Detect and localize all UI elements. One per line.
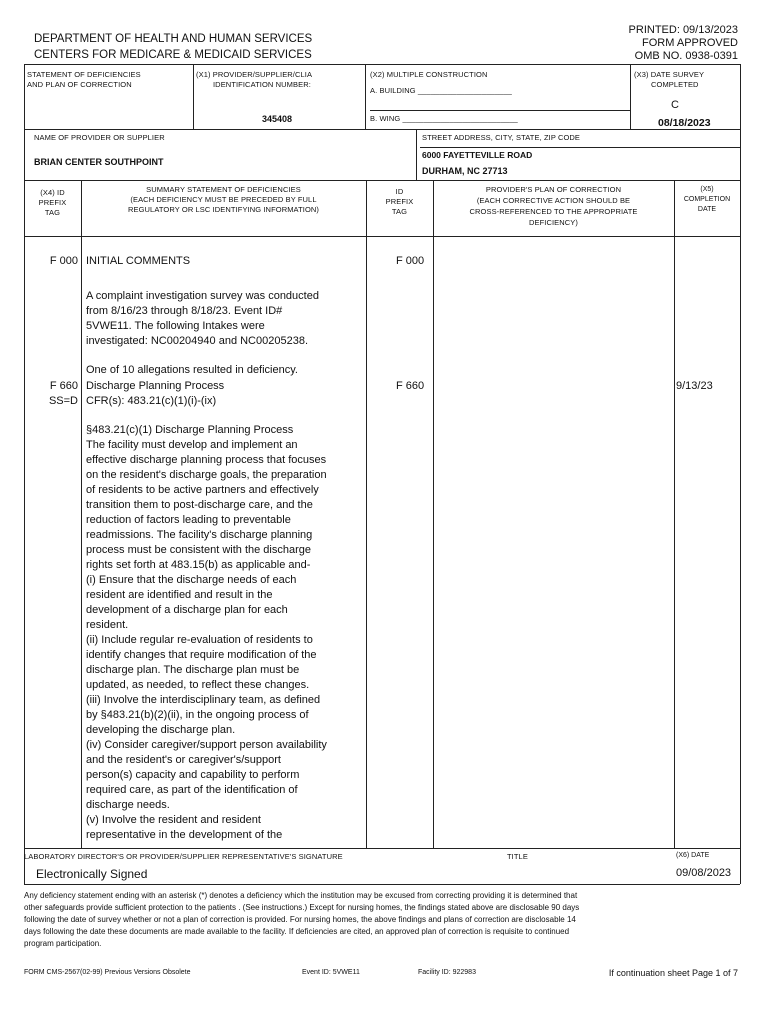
body-line: readmissions. The facility's discharge planning — [86, 529, 313, 541]
body-line: The facility must develop and implement an — [86, 439, 298, 451]
id-header-2: PREFIX — [385, 197, 414, 206]
printed-date: PRINTED: 09/13/2023 — [628, 24, 738, 36]
body-line: 5VWE11. The following Intakes were — [86, 320, 265, 332]
signature-date: 09/08/2023 — [676, 867, 732, 879]
body-line: reduction of factors leading to preventable — [86, 514, 291, 526]
body-line: (iii) Involve the interdisciplinary team, as defined — [86, 694, 321, 706]
divider-plan — [674, 180, 675, 848]
x5-header-2: COMPLETION — [683, 196, 731, 203]
body-line: on the resident's discharge goals, the preparation — [86, 469, 327, 481]
disclaimer-line: other safeguards provide sufficient protection to the patients . (See instructions.) Except for nursing homes, the findings stated above are disclosable 90 days — [24, 903, 580, 912]
body-line: process must be consistent with the discharge — [86, 544, 312, 556]
body-line: discharge needs. — [86, 799, 170, 811]
body-line: of residents to be active partners and effectively — [86, 484, 319, 496]
completion-date: 9/13/23 — [676, 380, 713, 392]
id-header-3: TAG — [391, 207, 408, 216]
page-indicator: If continuation sheet Page 1 of 7 — [608, 968, 738, 978]
rule-top — [24, 64, 740, 65]
body-line: updated, as needed, to reflect these changes. — [86, 679, 310, 691]
survey-date: 08/18/2023 — [658, 117, 711, 129]
disclaimer-line: program participation. — [24, 939, 102, 948]
body-line: (iv) Consider caregiver/support person availability — [86, 739, 327, 751]
statement-label: STATEMENT OF DEFICIENCIES — [27, 70, 141, 79]
provider-name-label: NAME OF PROVIDER OR SUPPLIER — [34, 133, 165, 142]
address-label: STREET ADDRESS, CITY, STATE, ZIP CODE — [422, 133, 581, 142]
plan-header-4: DEFICIENCY) — [528, 218, 579, 227]
body-line: (ii) Include regular re-evaluation of residents to — [86, 634, 313, 646]
street-address: 6000 FAYETTEVILLE ROAD — [422, 150, 533, 160]
rule-street — [420, 147, 740, 148]
x3-label-2: COMPLETED — [651, 80, 699, 89]
rule-provider-bottom — [24, 180, 740, 181]
signature-date-label: (X6) DATE — [676, 852, 710, 859]
building-field: A. BUILDING ______________________ — [370, 86, 512, 95]
body-line: (i) Ensure that the discharge needs of each — [86, 574, 297, 586]
border-left-top — [24, 64, 25, 180]
provider-id-number: 345408 — [262, 114, 293, 124]
tag-f660-right: F 660 — [396, 380, 425, 392]
border-right-sig — [740, 848, 741, 884]
summary-header-1: SUMMARY STATEMENT OF DEFICIENCIES — [146, 185, 301, 194]
survey-code: C — [671, 99, 679, 111]
form-approved: FORM APPROVED — [642, 37, 738, 49]
agency-title: CENTERS FOR MEDICARE & MEDICAID SERVICES — [34, 49, 312, 61]
provider-name: BRIAN CENTER SOUTHPOINT — [34, 157, 164, 167]
body-line: CFR(s): 483.21(c)(1)(i)-(ix) — [86, 395, 217, 407]
body-line: and the resident's or caregiver's/support — [86, 754, 281, 766]
title-label: TITLE — [507, 852, 528, 861]
disclaimer-line: following the date of survey whether or not a plan of correction is provided. For nursing homes, the above findings and plans of correction are disclosable 14 — [24, 915, 576, 924]
body-line: development of a discharge plan for each — [86, 604, 288, 616]
body-line: One of 10 allegations resulted in deficiency. — [86, 364, 298, 376]
x5-header-3: DATE — [697, 206, 717, 213]
tag-f000-right: F 000 — [396, 255, 425, 267]
signature-label: LABORATORY DIRECTOR'S OR PROVIDER/SUPPLIER REPRESENTATIVE'S SIGNATURE — [24, 852, 343, 861]
plan-header-3: CROSS-REFERENCED TO THE APPROPRIATE — [469, 207, 638, 216]
disclaimer-line: Any deficiency statement ending with an asterisk (*) denotes a deficiency which the institution may be excused from correcting providing it is determined that — [24, 891, 578, 900]
body-line: from 8/16/23 through 8/18/23. Event ID# — [86, 305, 283, 317]
x1-label-2: IDENTIFICATION NUMBER: — [213, 80, 311, 89]
body-line: developing the discharge plan. — [86, 724, 236, 736]
divider-address — [416, 129, 417, 180]
divider-x3 — [630, 64, 631, 129]
body-line: §483.21(c)(1) Discharge Planning Process — [86, 424, 294, 436]
x1-label: (X1) PROVIDER/SUPPLIER/CLIA — [196, 70, 313, 79]
body-line: INITIAL COMMENTS — [86, 255, 191, 267]
x2-label: (X2) MULTIPLE CONSTRUCTION — [370, 70, 488, 79]
disclaimer-line: days following the date these documents are made available to the facility. If deficiencies are cited, an approved plan of correction is requisite to continued — [24, 927, 570, 936]
divider-x2 — [365, 64, 366, 129]
divider-x1 — [193, 64, 194, 129]
rule-signature-bottom — [24, 884, 740, 885]
body-line: required care, as part of the identification of — [86, 784, 298, 796]
body-line: investigated: NC00204940 and NC00205238. — [86, 335, 308, 347]
body-line: resident are identified and result in the — [86, 589, 273, 601]
body-line: discharge plan. The discharge plan must be — [86, 664, 300, 676]
id-header-1: ID — [395, 187, 404, 196]
signature-value: Electronically Signed — [36, 867, 148, 881]
body-line: A complaint investigation survey was conducted — [86, 290, 319, 302]
department-title: DEPARTMENT OF HEALTH AND HUMAN SERVICES — [34, 33, 313, 45]
border-left-body — [24, 180, 25, 848]
tag-f000: F 000 — [49, 255, 78, 267]
form-number: FORM CMS-2567(02-99) Previous Versions Obsolete — [24, 969, 191, 976]
x5-header-1: (X5) — [700, 186, 714, 193]
body-line: person(s) capacity and capability to perform — [86, 769, 300, 781]
rule-building — [370, 110, 630, 111]
city-state-zip: DURHAM, NC 27713 — [422, 166, 508, 176]
facility-id: Facility ID: 922983 — [418, 969, 476, 976]
body-line: Discharge Planning Process — [86, 380, 225, 392]
summary-header-3: REGULATORY OR LSC IDENTIFYING INFORMATION) — [127, 205, 320, 214]
summary-header-2: (EACH DEFICIENCY MUST BE PRECEDED BY FULL — [130, 195, 317, 204]
body-line: effective discharge planning process that focuses — [86, 454, 327, 466]
tag-f660: F 660 — [49, 380, 78, 392]
border-right-top — [740, 64, 741, 180]
divider-prefix-right — [433, 180, 434, 848]
x4-header-2: PREFIX — [38, 198, 67, 207]
severity-scope: SS=D — [48, 395, 78, 407]
body-line: identify changes that require modification of the — [86, 649, 317, 661]
wing-field: B. WING ___________________________ — [370, 114, 518, 123]
rule-id-bottom — [24, 129, 740, 130]
border-right-body — [740, 180, 741, 848]
divider-prefix-left — [81, 180, 82, 848]
x3-label: (X3) DATE SURVEY — [634, 70, 705, 79]
x4-header-3: TAG — [44, 208, 61, 217]
body-line: by §483.21(b)(2)(ii), in the ongoing process of — [86, 709, 309, 721]
body-line: rights set forth at 483.15(b) as applicable and- — [86, 559, 311, 571]
body-line: resident. — [86, 619, 129, 631]
plan-header-1: PROVIDER'S PLAN OF CORRECTION — [485, 185, 622, 194]
body-line: representative in the development of the — [86, 829, 283, 841]
plan-header-2: (EACH CORRECTIVE ACTION SHOULD BE — [476, 196, 631, 205]
event-id: Event ID: 5VWE11 — [302, 969, 360, 976]
body-line: transition them to post-discharge care, and the — [86, 499, 313, 511]
divider-summary — [366, 180, 367, 848]
rule-columns-bottom — [24, 236, 740, 237]
omb-number: OMB NO. 0938-0391 — [634, 50, 738, 62]
rule-body-bottom — [24, 848, 740, 849]
x4-header-1: (X4) ID — [40, 188, 65, 197]
body-line: (v) Involve the resident and resident — [86, 814, 261, 826]
statement-label-2: AND PLAN OF CORRECTION — [27, 80, 132, 89]
